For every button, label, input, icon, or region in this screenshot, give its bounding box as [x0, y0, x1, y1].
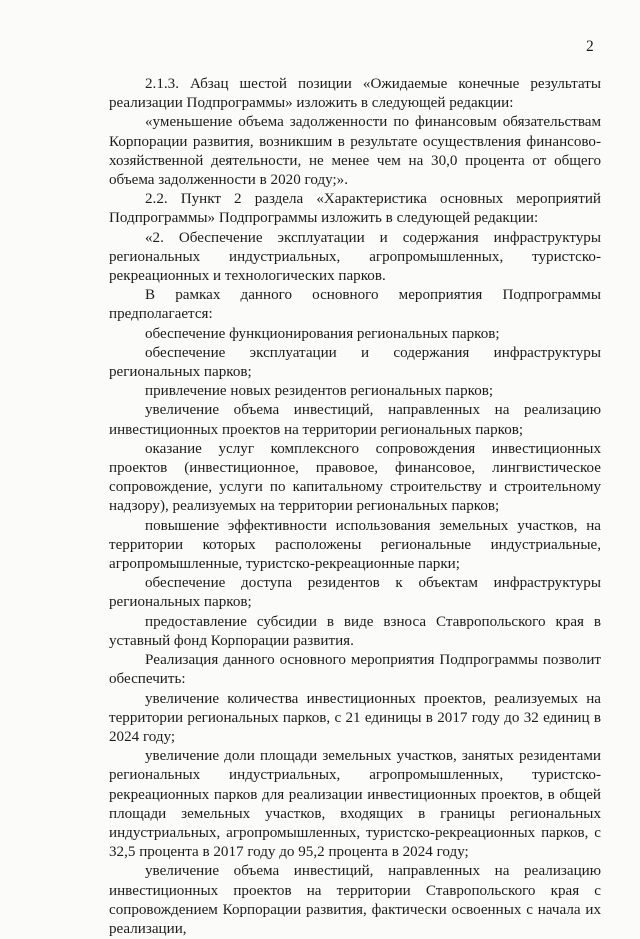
paragraph: увеличение объема инвестиций, направленных на реализацию инвестиционных проектов на территории Ставропольского края с сопровождением Корпорации развития, фактически освоенных с начала их реализации,	[109, 863, 601, 937]
paragraph: 2.1.3. Абзац шестой позиции «Ожидаемые конечные результаты реализации Подпрограммы» изложить в следующей редакции:	[109, 76, 601, 112]
paragraph: увеличение объема инвестиций, направленных на реализацию инвестиционных проектов на территории региональных парков;	[109, 402, 601, 438]
paragraph: «уменьшение объема задолженности по финансовым обязательствам Корпорации развития, возникшим в результате осуществления финансово-хозяйственной деятельности, не менее чем на 30,0 процента от общего объема задолженности в 2020 году;».	[109, 114, 601, 189]
page-number: 2	[586, 38, 594, 55]
paragraph: привлечение новых резидентов региональных парков;	[145, 383, 494, 400]
paragraph: повышение эффективности использования земельных участков, на территории которых расположены региональные индустриальные, агропромышленные, туристско-рекреационные парки;	[109, 517, 601, 573]
paragraph: 2.2. Пункт 2 раздела «Характеристика основных мероприятий Подпрограммы» Подпрограммы изложить в следующей редакции:	[109, 191, 601, 227]
paragraph: оказание услуг комплексного сопровождения инвестиционных проектов (инвестиционное, правовое, финансовое, лингвистическое сопровождение, услуги по капитальному строительству и строительному надзору), реализуемых на территории региональных парков;	[109, 440, 601, 515]
paragraph: обеспечение эксплуатации и содержания инфраструктуры региональных парков;	[109, 344, 601, 381]
paragraph: увеличение доли площади земельных участков, занятых резидентами региональных индустриальных, агропромышленных, туристско-рекреационных парков для реализации инвестиционных проектов, в общей площади земельных участков, входящих в границы региональных индустриальных, агропромышленных, туристско-рекреационных парков, с 32,5 процента в 2017 году до 95,2 процента в 2024 году;	[109, 748, 601, 861]
paragraph: обеспечение доступа резидентов к объектам инфраструктуры региональных парков;	[109, 575, 601, 611]
paragraph: увеличение количества инвестиционных проектов, реализуемых на территории региональных парков, с 21 единицы в 2017 году до 32 единиц в 2024 году;	[109, 690, 601, 745]
document-body	[109, 75, 601, 939]
paragraph: Реализация данного основного мероприятия Подпрограммы позволит обеспечить:	[109, 652, 601, 688]
paragraph: обеспечение функционирования региональных парков;	[145, 325, 500, 342]
paragraph: В рамках данного основного мероприятия Подпрограммы предполагается:	[109, 287, 601, 323]
paragraph: предоставление субсидии в виде взноса Ставропольского края в уставный фонд Корпорации развития.	[109, 613, 601, 649]
paragraph: «2. Обеспечение эксплуатации и содержания инфраструктуры региональных индустриальных, агропромышленных, туристско-рекреационных и технологических парков.	[109, 229, 601, 285]
